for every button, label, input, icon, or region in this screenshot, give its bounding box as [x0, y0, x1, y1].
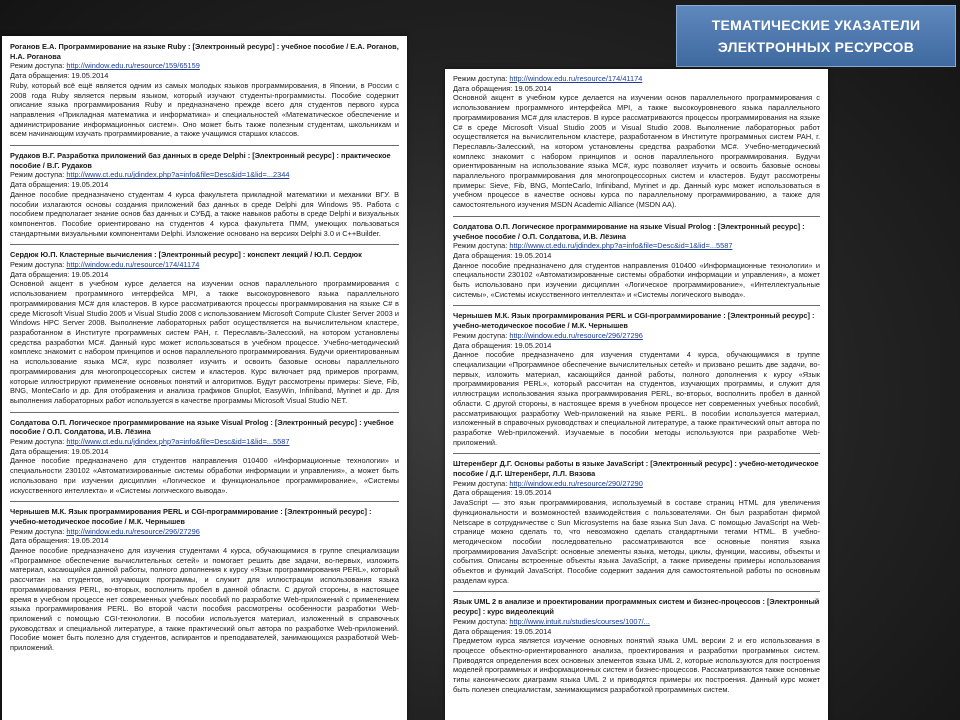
entry-annotation: JavaScript — это язык программирования, используемый в составе страниц HTML для увеличения функциональности и возможностей взаимодействия с пользователями. Он был разработан фирмой Netscape в сотрудничестве с Sun Microsystems на базе языка Sun Java. С помощью JavaScript на Web-странице можно сделать то, что невозможно сделать стандартными тегами HTML. В учебно-методическом пособии последовательно рассматриваются все основные понятия языка программирования JavaScript: основные элементы языка, методы, циклы, функции, массивы, объекты и события. Описаны встроенные объекты языка JavaScript, а также приведены примеры использования объектов и функций JavaScript. Пособие содержит задания для самостоятельной работы по основным разделам курса. — [453, 498, 820, 585]
slide-title — [676, 5, 956, 67]
slide-title-line-2: ЭЛЕКТРОННЫХ РЕСУРСОВ — [717, 39, 915, 55]
entry-annotation: Данное пособие предназначено студентам 4 курса факультета прикладной математики и механики ВГУ. В пособии излагаются основы создания приложений баз данных в среде Delphi для Windows 95. Работа с пособием предполагает знание основ баз данных и СУБД, а также навыков работы в среде Delphi и визуальных компонентов. Пособие ориентировано на студентов 4 курса факультета ПММ, умеющих пользоваться стандартными визуальными компонентами Delphi. Изложение основано на версиях Delphi 3.0 и C++Builder. — [10, 189, 399, 238]
entry-access-link[interactable]: Режим доступа: http://window.edu.ru/resource/290/27290 — [453, 478, 643, 488]
entry-annotation: Данное пособие предназначено для студентов направления 010400 «Информационные технологии» и специальности 230102 «Автоматизированные системы обработки информации и управления», а может быть использовано при изучении дисциплин «Логическое программирование», «Интеллектуальные системы», «Системы искусственного интеллекта» и «Системы логического вывода». — [453, 260, 820, 299]
entry-url[interactable]: http://window.edu.ru/resource/296/27296 — [66, 526, 200, 536]
entry-access-link[interactable]: Режим доступа: http://www.ct.edu.ru/jdindex.php?a=info&file=Desc&id=1&lid=...2344 — [10, 170, 290, 180]
entry-heading: Чернышев М.К. Язык программирования PERL и CGI-программирование : [Электронный ресурс] : учебно-методическое пособие / М.К. Чернышев — [10, 507, 372, 526]
entry-access-link[interactable]: Режим доступа: http://window.edu.ru/resource/296/27296 — [10, 526, 200, 536]
entry-access-date: Дата обращения: 19.05.2014 — [453, 250, 552, 260]
entry-heading: Язык UML 2 в анализе и проектировании программных систем и бизнес-процессов : [Электронный ресурс] : курс видеолекций — [453, 597, 820, 617]
bibliography-entry — [10, 42, 399, 139]
entry-access-date: Дата обращения: 19.05.2014 — [10, 536, 109, 546]
entry-access-link[interactable]: Режим доступа: http://window.edu.ru/resource/174/41174 — [453, 74, 643, 83]
bibliography-entry — [453, 597, 820, 694]
bibliography-entry — [10, 151, 399, 238]
entry-url[interactable]: http://www.intuit.ru/studies/courses/1007/... — [509, 616, 650, 626]
entry-divider — [453, 453, 820, 454]
bibliography-entry — [453, 311, 820, 447]
entry-heading: Солдатова О.П. Логическое программирование на языке Visual Prolog : [Электронный ресурс] : учебное пособие / О.П. Солдатова, И.В. Лёзина — [453, 221, 805, 241]
entry-access-date: Дата обращения: 19.05.2014 — [10, 71, 109, 81]
slide-title-line-1: ТЕМАТИЧЕСКИЕ УКАЗАТЕЛИ — [711, 17, 921, 33]
entry-access-link[interactable]: Режим доступа: http://window.edu.ru/resource/159/65159 — [10, 61, 200, 71]
entry-access-date: Дата обращения: 19.05.2014 — [453, 626, 552, 636]
entry-access-link[interactable]: Режим доступа: http://window.edu.ru/resource/296/27296 — [453, 330, 643, 340]
entry-heading: Рудаков В.Г. Разработка приложений баз данных в среде Delphi : [Электронный ресурс] : практическое пособие / В.Г. Рудаков — [10, 151, 391, 170]
entry-access-date: Дата обращения: 19.05.2014 — [453, 488, 552, 498]
entry-access-link[interactable]: Режим доступа: http://www.intuit.ru/studies/courses/1007/... — [453, 616, 650, 626]
entry-heading: Роганов Е.А. Программирование на языке Ruby : [Электронный ресурс] : учебное пособие / Е.А. Роганов, Н.А. Роганова — [10, 42, 399, 61]
entry-annotation: Основной акцент в учебном курсе делается на изучении основ параллельного программирования с использованием программного интерфейса MPI, а также высокоуровневого языка параллельного программирования MC# для кластеров. В курсе рассматриваются процессы программирования на языке C# в среде Microsoft Visual Studio 2005 и Visual Studio 2008. Выполнение лабораторных работ осуществляется на вычислительном кластере, разработанном в Институте программных систем РАН, г. Переславль-Залесский, на котором установлены средства разработки MC#. Учебно-методический комплекс знакомит с набором принципов и основ параллельного программирования. Будучи ориентированным на использование языка MC#, курс позволяет изучить и освоить базовые основы параллельного программирования для многопроцессорных систем и кластеров. Будут рассмотрены примеры: Sieve, Fib, BNG, MonteCarlo, Infiniband, Myrinet и др. Данный курс может использоваться в учебном процессе в качестве основы курса по параллельному программированию, а также для самостоятельного изучения MSDN Academic Alliance (MSDN AA). — [453, 93, 820, 210]
entry-url[interactable]: http://window.edu.ru/resource/174/41174 — [66, 260, 200, 270]
bibliography-entry — [453, 222, 820, 300]
bibliography-entry — [453, 74, 820, 210]
entry-access-date: Дата обращения: 19.05.2014 — [10, 446, 109, 456]
document-page-left — [2, 36, 407, 720]
entry-annotation: Основной акцент в учебном курсе делается на изучении основ параллельного программирования с использованием программного интерфейса MPI, а также высокоуровневого языка параллельного программирования MC# для кластеров. В курсе рассматриваются процессы программирования на языке C# в среде Microsoft Visual Studio 2005 и Visual Studio 2008 с использованием Microsoft Compute Cluster Server 2003 и Windows HPC Server 2008. Выполнение лабораторных работ осуществляется на вычислительном кластере, разработанном в Институте программных систем РАН, г. Переславль-Залесский, на котором установлены средства разработки MC#. Данный курс может использоваться в учебном процессе. Учебно-методический комплекс знакомит с набором принципов и основ параллельного программирования. Будучи ориентированным на использование языка MC#, курс позволяет изучить и освоить базовые основы параллельного программирования для многопроцессорных систем и кластеров. Курс включает ряд примеров программ, которые иллюстрируют применение основных понятий и алгоритмов. Будут рассмотрены примеры: Sieve, Fib, BNG, MonteCarlo и др. Для отображения и анализа графиков Gnuplot, EasyWin, Infiniband, Myrinet и др. Для выполнения лабораторных работ используется в качестве программы Microsoft Visual Studio NET. — [10, 279, 399, 405]
entry-access-date: Дата обращения: 19.05.2014 — [453, 340, 552, 350]
entry-heading: Штеренберг Д.Г. Основы работы в языке JavaScript : [Электронный ресурс] : учебно-методическое пособие / Д.Г. Штеренберг, Л.Л. Вязова — [453, 459, 819, 479]
entry-url[interactable]: http://www.ct.edu.ru/jdindex.php?a=info&file=Desc&id=1&lid=...2344 — [66, 170, 290, 180]
entry-url[interactable]: http://window.edu.ru/resource/296/27296 — [509, 330, 643, 340]
bibliography-entry — [10, 418, 399, 496]
entry-url[interactable]: http://www.ct.edu.ru/jdindex.php?a=info&file=Desc&id=1&lid=...5587 — [66, 437, 290, 447]
bibliography-entry — [453, 459, 820, 585]
entry-divider — [10, 501, 399, 502]
entry-access-date: Дата обращения: 19.05.2014 — [10, 180, 109, 190]
entry-url[interactable]: http://window.edu.ru/resource/159/65159 — [66, 61, 200, 71]
entry-divider — [453, 216, 820, 217]
entry-annotation: Предметом курса является изучение основных понятий языка UML версии 2 и его использования в процессе объектно-ориентированного анализа, проектирования и разработки программных систем. Приводятся определения всех основных элементов языка UML 2, которые используются для построения моделей программных и информационных систем и бизнес-процессов. Рассматриваются также основные типы канонических диаграмм языка UML 2 и приводятся примеры их построения. Данный курс может быть полезен специалистам, занимающимся разработкой программных систем. — [453, 636, 820, 694]
entry-url[interactable]: http://window.edu.ru/resource/174/41174 — [509, 74, 643, 83]
bibliography-entry — [10, 250, 399, 405]
entry-access-link[interactable]: Режим доступа: http://www.ct.edu.ru/jdindex.php?a=info&file=Desc&id=1&lid=...5587 — [10, 437, 290, 447]
entry-url[interactable]: http://www.ct.edu.ru/jdindex.php?a=info&file=Desc&id=1&lid=...5587 — [509, 241, 733, 251]
entry-access-date: Дата обращения: 19.05.2014 — [10, 269, 109, 279]
entry-heading: Чернышев М.К. Язык программирования PERL и CGI-программирование : [Электронный ресурс] : учебно-методическое пособие / М.К. Чернышев — [453, 311, 815, 331]
document-page-right — [445, 69, 828, 720]
entry-access-link[interactable]: Режим доступа: http://www.ct.edu.ru/jdindex.php?a=info&file=Desc&id=1&lid=...5587 — [453, 241, 733, 251]
entry-heading: Сердюк Ю.П. Кластерные вычисления : [Электронный ресурс] : конспект лекций / Ю.П. Сердюк — [10, 250, 362, 260]
entry-divider — [10, 412, 399, 413]
entry-url[interactable]: http://window.edu.ru/resource/290/27290 — [509, 478, 643, 488]
entry-divider — [453, 305, 820, 306]
entry-divider — [10, 145, 399, 146]
entry-annotation: Ruby, который всё ещё является одним из самых молодых языков программирования, в Японии, в России с 2008 года Ruby является первым языком, который изучают студенты-программисты. Пособие содержит описание языка программирования Ruby и предназначено прежде всего для студентов первого курса направления «Прикладная математика и информатика» и специальностей «Математическое обеспечение и администрирование информационных систем». Оно может быть также полезным студентам, школьникам и всем начинающим изучать программирование, а также учащимся старших классов. — [10, 80, 399, 139]
entry-annotation: Данное пособие предназначено для студентов направления 010400 «Информационные технологии» и специальности 230102 «Автоматизированные системы обработки информации и управления», а может быть использовано при изучении дисциплин «Логическое и функциональное программирование», «Системы искусственного интеллекта» и «Системы логического вывода». — [10, 456, 399, 495]
bibliography-entry — [10, 507, 399, 653]
entry-divider — [10, 244, 399, 245]
entry-annotation: Данное пособие предназначено для изучения студентами 4 курса, обучающимися в группе специализации «Программное обеспечение вычислительных сетей» и призвано решить две задачи, во-первых, изложить материал, касающийся данной работы, полного дополнения к курсу «Язык программирования PERL», который рассчитан на студентов, изучающих программы, и служит для иллюстрации использования языка программирования PERL, во-вторых, восполнить пробел в данной области. С другой стороны, в настоящее время в учебном процессе нет современных учебных пособий, рассматривающих разработку Web-приложений на языке PERL. В пособии используется материал, изложенный в справочных руководствах и специальной литературе, а также практический опыт автора по разработке Web-приложений. Изучаемые в пособии методы используются при разработке Web-приложений. — [453, 350, 820, 447]
entry-access-date: Дата обращения: 19.05.2014 — [453, 83, 552, 93]
entry-access-link[interactable]: Режим доступа: http://window.edu.ru/resource/174/41174 — [10, 260, 200, 270]
entry-divider — [453, 591, 820, 592]
entry-annotation: Данное пособие предназначено для изучения студентами 4 курса, обучающимися в группе специализации «Программное обеспечение вычислительных сетей» и помогает решить две задачи, во-первых, изложить материал, касающийся данной работы, полного дополнения к курсу «Язык программирования PERL», который рассчитан на студентов, изучающих программы, и служит для иллюстрации использования языка программирования PERL, во-вторых, восполнить пробел в данной области. С другой стороны, в настоящее время в учебном процессе нет современных учебных пособий по разработке Web-приложений с применением языка программирования PERL. Во второй части пособия рассмотрены особенности разработки Web-приложений с помощью CGI-технологии. В пособии используется материал, изложенный в справочных руководствах и специальной литературе, а также практический опыт автора по разработке Web-приложений. Пособие может быть полезно для студентов, аспирантов и преподавателей, занимающихся разработкой Web-приложений. — [10, 546, 399, 653]
entry-heading: Солдатова О.П. Логическое программирование на языке Visual Prolog : [Электронный ресурс] : учебное пособие / О.П. Солдатова, И.В. Лёзина — [10, 417, 394, 437]
